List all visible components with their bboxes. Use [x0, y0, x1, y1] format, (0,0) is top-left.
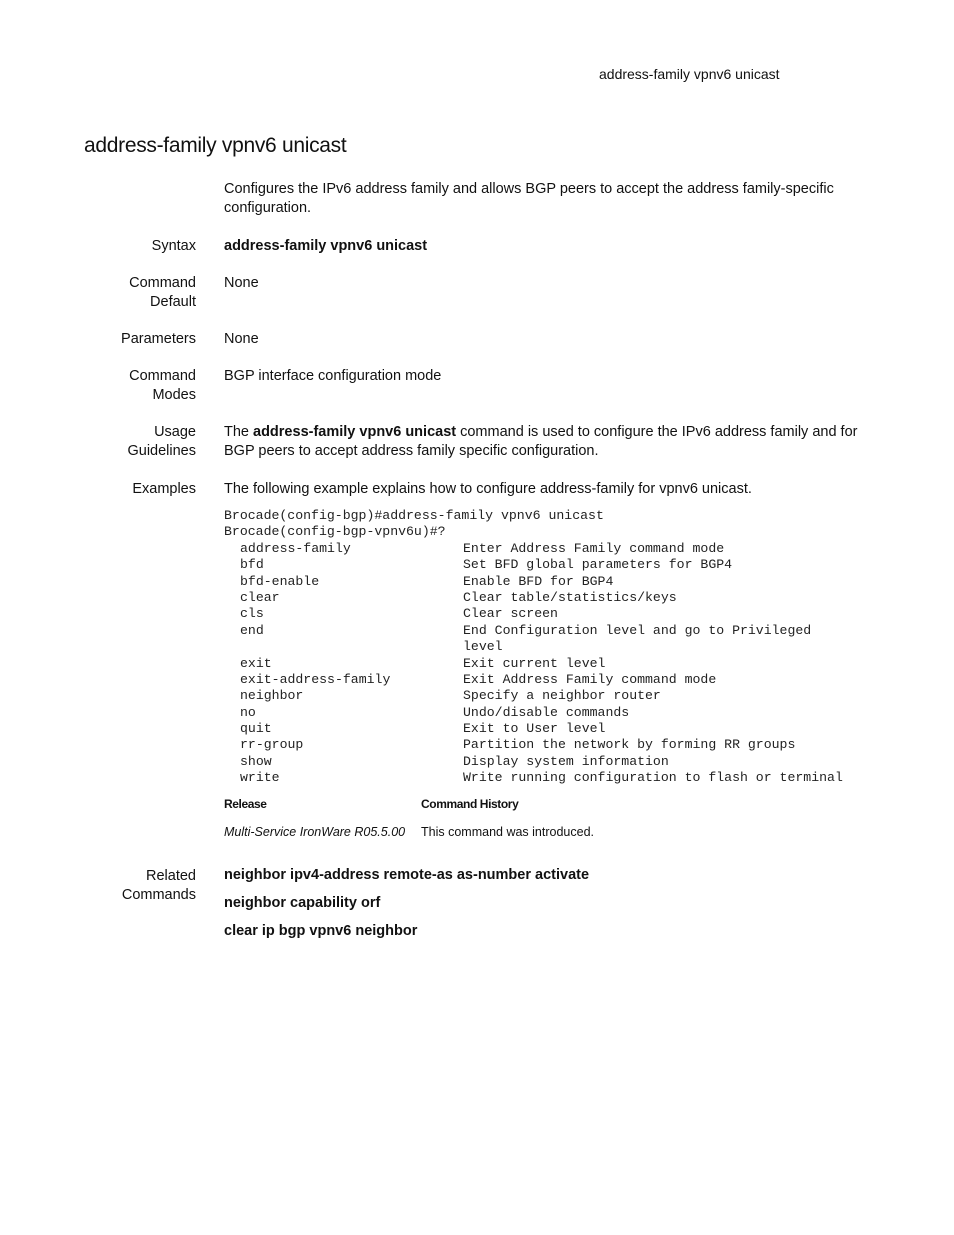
code-description: Partition the network by forming RR groups: [463, 737, 796, 753]
usage-suffix: command is used to configure the IPv6 address family and for BGP peers to accept address family specific configuration.: [224, 424, 858, 459]
code-command: quit: [240, 721, 272, 737]
code-row: [224, 770, 843, 786]
code-row: [224, 721, 843, 737]
code-row: [224, 639, 843, 655]
code-description: Clear table/statistics/keys: [463, 589, 677, 605]
code-description: Enable BFD for BGP4: [463, 573, 614, 589]
code-description: level: [463, 639, 503, 655]
code-description: Specify a neighbor router: [463, 688, 661, 704]
syntax-value: address-family vpnv6 unicast: [224, 238, 428, 254]
command-history-column-header: Command History: [421, 797, 519, 811]
code-command: rr-group: [240, 737, 304, 753]
code-command: cls: [240, 606, 264, 622]
running-header: address-family vpnv6 unicast: [599, 66, 780, 82]
code-command: write: [240, 770, 280, 786]
command-modes-label: Command Modes: [129, 368, 196, 403]
code-prompt-line: Brocade(config-bgp)#address-family vpnv6 unicast: [224, 508, 604, 523]
command-description: Configures the IPv6 address family and allows BGP peers to accept the address family-specific configuration.: [224, 181, 834, 216]
code-description: Clear screen: [463, 606, 558, 622]
code-command: clear: [240, 589, 280, 605]
code-command: show: [240, 753, 272, 769]
code-row: [224, 606, 843, 622]
syntax-label: Syntax: [151, 238, 196, 254]
code-command: address-family: [240, 540, 351, 556]
code-row: [224, 557, 843, 573]
code-command: neighbor: [240, 688, 304, 704]
code-description: Exit Address Family command mode: [463, 671, 717, 687]
related-commands-label: Related Commands: [121, 868, 196, 903]
release-column-header: Release: [224, 797, 267, 811]
code-row: [224, 574, 843, 590]
code-command: bfd-enable: [240, 573, 320, 589]
code-description: Set BFD global parameters for BGP4: [463, 557, 733, 573]
code-description: Exit current level: [463, 655, 606, 671]
usage-guidelines-value: [224, 423, 869, 461]
code-command: no: [240, 704, 256, 720]
code-row: [224, 590, 843, 606]
code-description: Exit to User level: [463, 721, 606, 737]
usage-prefix: The: [224, 424, 254, 440]
code-description: Enter Address Family command mode: [463, 540, 725, 556]
code-command: bfd: [240, 557, 264, 573]
code-row: [224, 737, 843, 753]
usage-guidelines-label: Usage Guidelines: [127, 424, 196, 459]
code-row: [224, 623, 843, 639]
code-description: Write running configuration to flash or terminal: [463, 770, 843, 786]
code-row: [224, 656, 843, 672]
related-command-link[interactable]: neighbor capability orf: [224, 895, 381, 911]
examples-intro: The following example explains how to configure address-family for vpnv6 unicast.: [224, 481, 752, 497]
code-row: [224, 672, 843, 688]
examples-label: Examples: [132, 481, 196, 497]
code-command: exit-address-family: [240, 671, 391, 687]
page-title: address-family vpnv6 unicast: [84, 134, 347, 157]
parameters-value: None: [224, 331, 259, 347]
code-command: end: [240, 622, 264, 638]
example-code-block: [224, 508, 843, 787]
code-row: [224, 705, 843, 721]
command-modes-value: BGP interface configuration mode: [224, 368, 442, 384]
related-command-link[interactable]: clear ip bgp vpnv6 neighbor: [224, 923, 418, 939]
code-description: Undo/disable commands: [463, 704, 630, 720]
history-cell: This command was introduced.: [421, 825, 594, 839]
release-cell: Multi-Service IronWare R05.5.00: [224, 825, 406, 839]
parameters-label: Parameters: [121, 331, 196, 347]
code-prompt-line: Brocade(config-bgp-vpnv6u)#?: [224, 524, 446, 540]
code-row: [224, 541, 843, 557]
command-default-value: None: [224, 275, 259, 291]
code-command: exit: [240, 655, 272, 671]
code-row: [224, 688, 843, 704]
code-description: Display system information: [463, 753, 669, 769]
usage-command-name: address-family vpnv6 unicast: [253, 424, 457, 440]
related-command-link[interactable]: neighbor ipv4-address remote-as as-number activate: [224, 867, 590, 883]
code-description: End Configuration level and go to Privileged: [463, 622, 812, 638]
command-default-label: Command Default: [129, 275, 196, 310]
code-row: [224, 754, 843, 770]
